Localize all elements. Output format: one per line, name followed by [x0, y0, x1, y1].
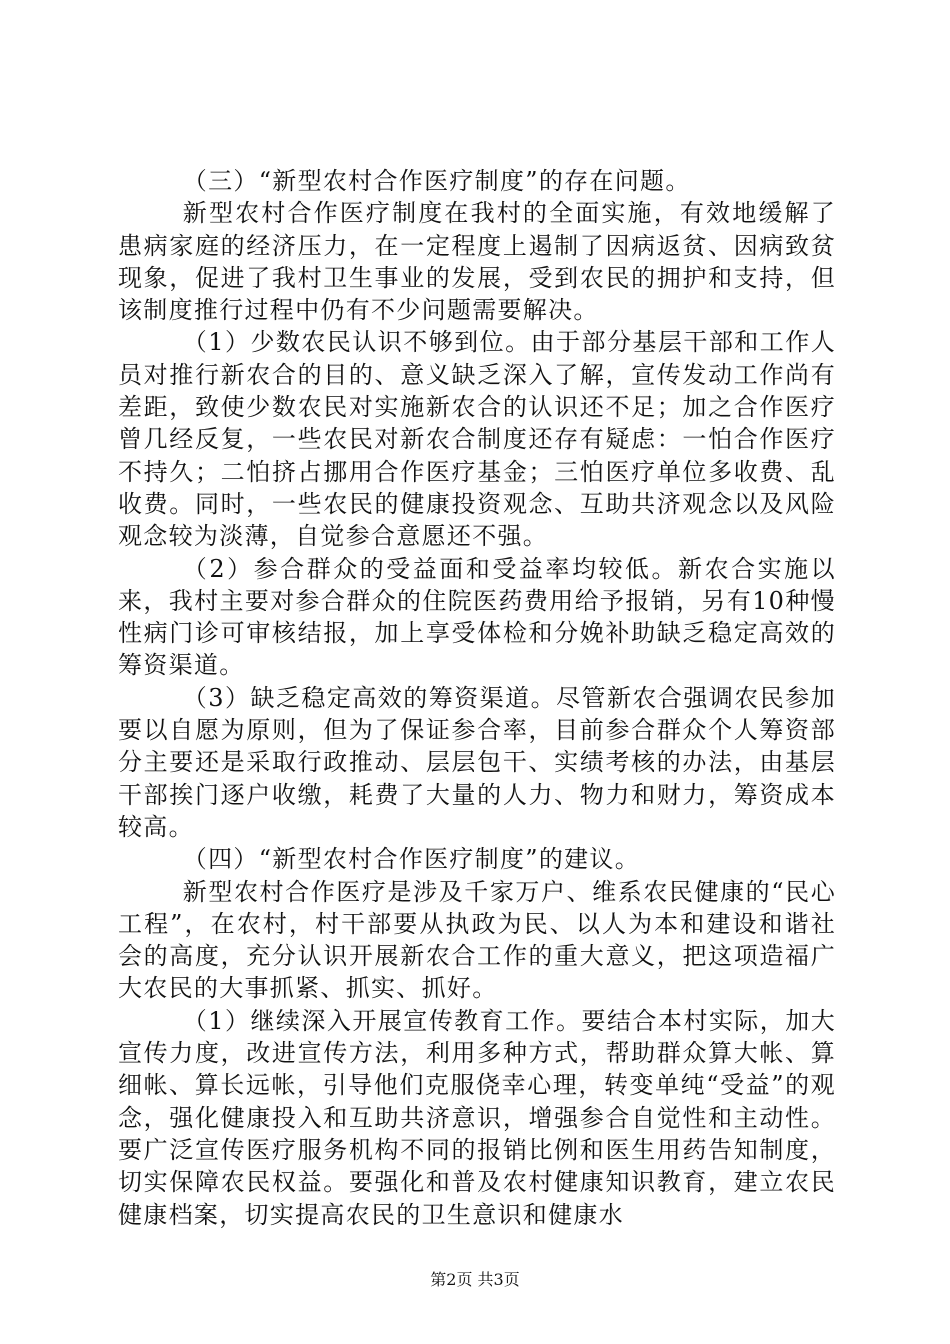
- paragraph-problem-3: （3）缺乏稳定高效的筹资渠道。尽管新农合强调农民参加要以自愿为原则，但为了保证参合率，目前参合群众个人筹资部分主要还是采取行政推动、层层包干、实绩考核的办法，由基层干部挨门逐户收缴，耗费了大量的人力、物力和财力，筹资成本较高。: [118, 683, 836, 841]
- paragraph-intro: 新型农村合作医疗制度在我村的全面实施，有效地缓解了患病家庭的经济压力，在一定程度上遏制了因病返贫、因病致贫现象，促进了我村卫生事业的发展，受到农民的拥护和支持，但该制度推行过程中仍有不少问题需要解决。: [118, 199, 836, 325]
- paragraph-problem-1: （1）少数农民认识不够到位。由于部分基层干部和工作人员对推行新农合的目的、意义缺乏深入了解，宣传发动工作尚有差距，致使少数农民对实施新农合的认识还不足；加之合作医疗曾几经反复，一些农民对新农合制度还存有疑虑：一怕合作医疗不持久；二怕挤占挪用合作医疗基金；三怕医疗单位多收费、乱收费。同时，一些农民的健康投资观念、互助共济观念以及风险观念较为淡薄，自觉参合意愿还不强。: [118, 328, 836, 551]
- page-number: 第2页: [430, 1270, 473, 1289]
- page-total: 共3页: [477, 1270, 520, 1289]
- paragraph-suggestion-1: （1）继续深入开展宣传教育工作。要结合本村实际，加大宣传力度，改进宣传方法，利用多种方式，帮助群众算大帐、算细帐、算长远帐，引导他们克服侥幸心理，转变单纯“受益”的观念，强化健康投入和互助共济意识，增强参合自觉性和主动性。要广泛宣传医疗服务机构不同的报销比例和医生用药告知制度，切实保障农民权益。要强化和普及农村健康知识教育，建立农民健康档案，切实提高农民的卫生意识和健康水: [118, 1006, 836, 1229]
- page-footer: [0, 1270, 950, 1290]
- paragraph-suggestions-intro: 新型农村合作医疗是涉及千家万户、维系农民健康的“民心工程”，在农村，村干部要从执政为民、以人为本和建设和谐社会的高度，充分认识开展新农合工作的重大意义，把这项造福广大农民的大事抓紧、抓实、抓好。: [118, 877, 836, 1003]
- paragraph-problem-2: （2）参合群众的受益面和受益率均较低。新农合实施以来，我村主要对参合群众的住院医药费用给予报销，另有10种慢性病门诊可审核结报，加上享受体检和分娩补助缺乏稳定高效的筹资渠道。: [118, 554, 836, 680]
- heading-suggestions: （四）“新型农村合作医疗制度”的建议。: [182, 845, 641, 874]
- document-body: [118, 165, 836, 1231]
- heading-problems: （三）“新型农村合作医疗制度”的存在问题。: [182, 167, 691, 195]
